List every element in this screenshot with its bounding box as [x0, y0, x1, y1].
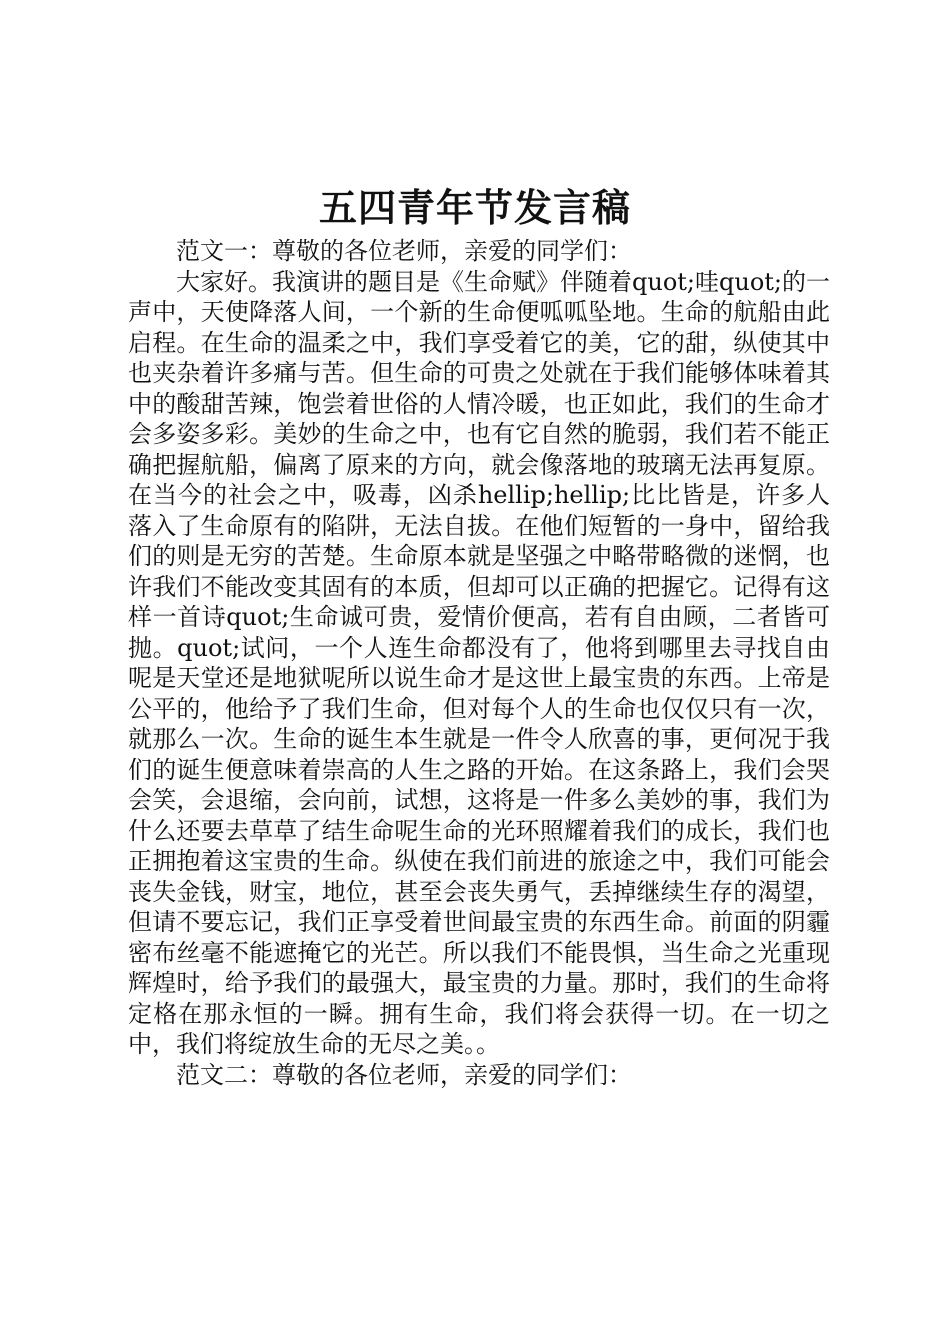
paragraph-speech-body: 大家好。我演讲的题目是《生命赋》伴随着quot;哇quot;的一声中，天使降落人间，一个新的生命便呱呱坠地。生命的航船由此启程。在生命的温柔之中，我们享受着它的美，它的甜，纵使其中也夹杂着许多痛与苦。但生命的可贵之处就在于我们能够体味着其中的酸甜苦辣，饱尝着世俗的人情冷暖，也正如此，我们的生命才会多姿多彩。美妙的生命之中，也有它自然的脆弱，我们若不能正确把握航船，偏离了原来的方向，就会像落地的玻璃无法再复原。在当今的社会之中，吸毒，凶杀hellip;hellip;比比皆是，许多人落入了生命原有的陷阱，无法自拔。在他们短暂的一身中，留给我们的则是无穷的苦楚。生命原本就是坚强之中略带略微的迷惘，也许我们不能改变其固有的本质，但却可以正确的把握它。记得有这样一首诗quot;生命诚可贵，爱情价便高，若有自由顾，二者皆可抛。quot;试问，一个人连生命都没有了，他将到哪里去寻找自由呢是天堂还是地狱呢所以说生命才是这世上最宝贵的东西。上帝是公平的，他给予了我们生命，但对每个人的生命也仅仅只有一次，就那么一次。生命的诞生本生就是一件令人欣喜的事，更何况于我们的诞生便意味着崇高的人生之路的开始。在这条路上，我们会哭会笑，会退缩，会向前，试想，这将是一件多么美妙的事，我们为什么还要去草草了结生命呢生命的光环照耀着我们的成长，我们也正拥抱着这宝贵的生命。纵使在我们前进的旅途之中，我们可能会丧失金钱，财宝，地位，甚至会丧失勇气，丢掉继续生存的渴望，但请不要忘记，我们正享受着世间最宝贵的东西生命。前面的阴霾密布丝毫不能遮掩它的光芒。所以我们不能畏惧，当生命之光重现辉煌时，给予我们的最强大，最宝贵的力量。那时，我们的生命将定格在那永恒的一瞬。拥有生命，我们将会获得一切。在一切之中，我们将绽放生命的无尽之美。。	[128, 267, 830, 1058]
paragraph-salutation-2: 范文二：尊敬的各位老师，亲爱的同学们：	[176, 1060, 632, 1089]
document-title: 五四青年节发言稿	[318, 185, 631, 230]
paragraph-salutation-1: 范文一：尊敬的各位老师，亲爱的同学们：	[176, 237, 632, 265]
document-body	[128, 236, 830, 1090]
